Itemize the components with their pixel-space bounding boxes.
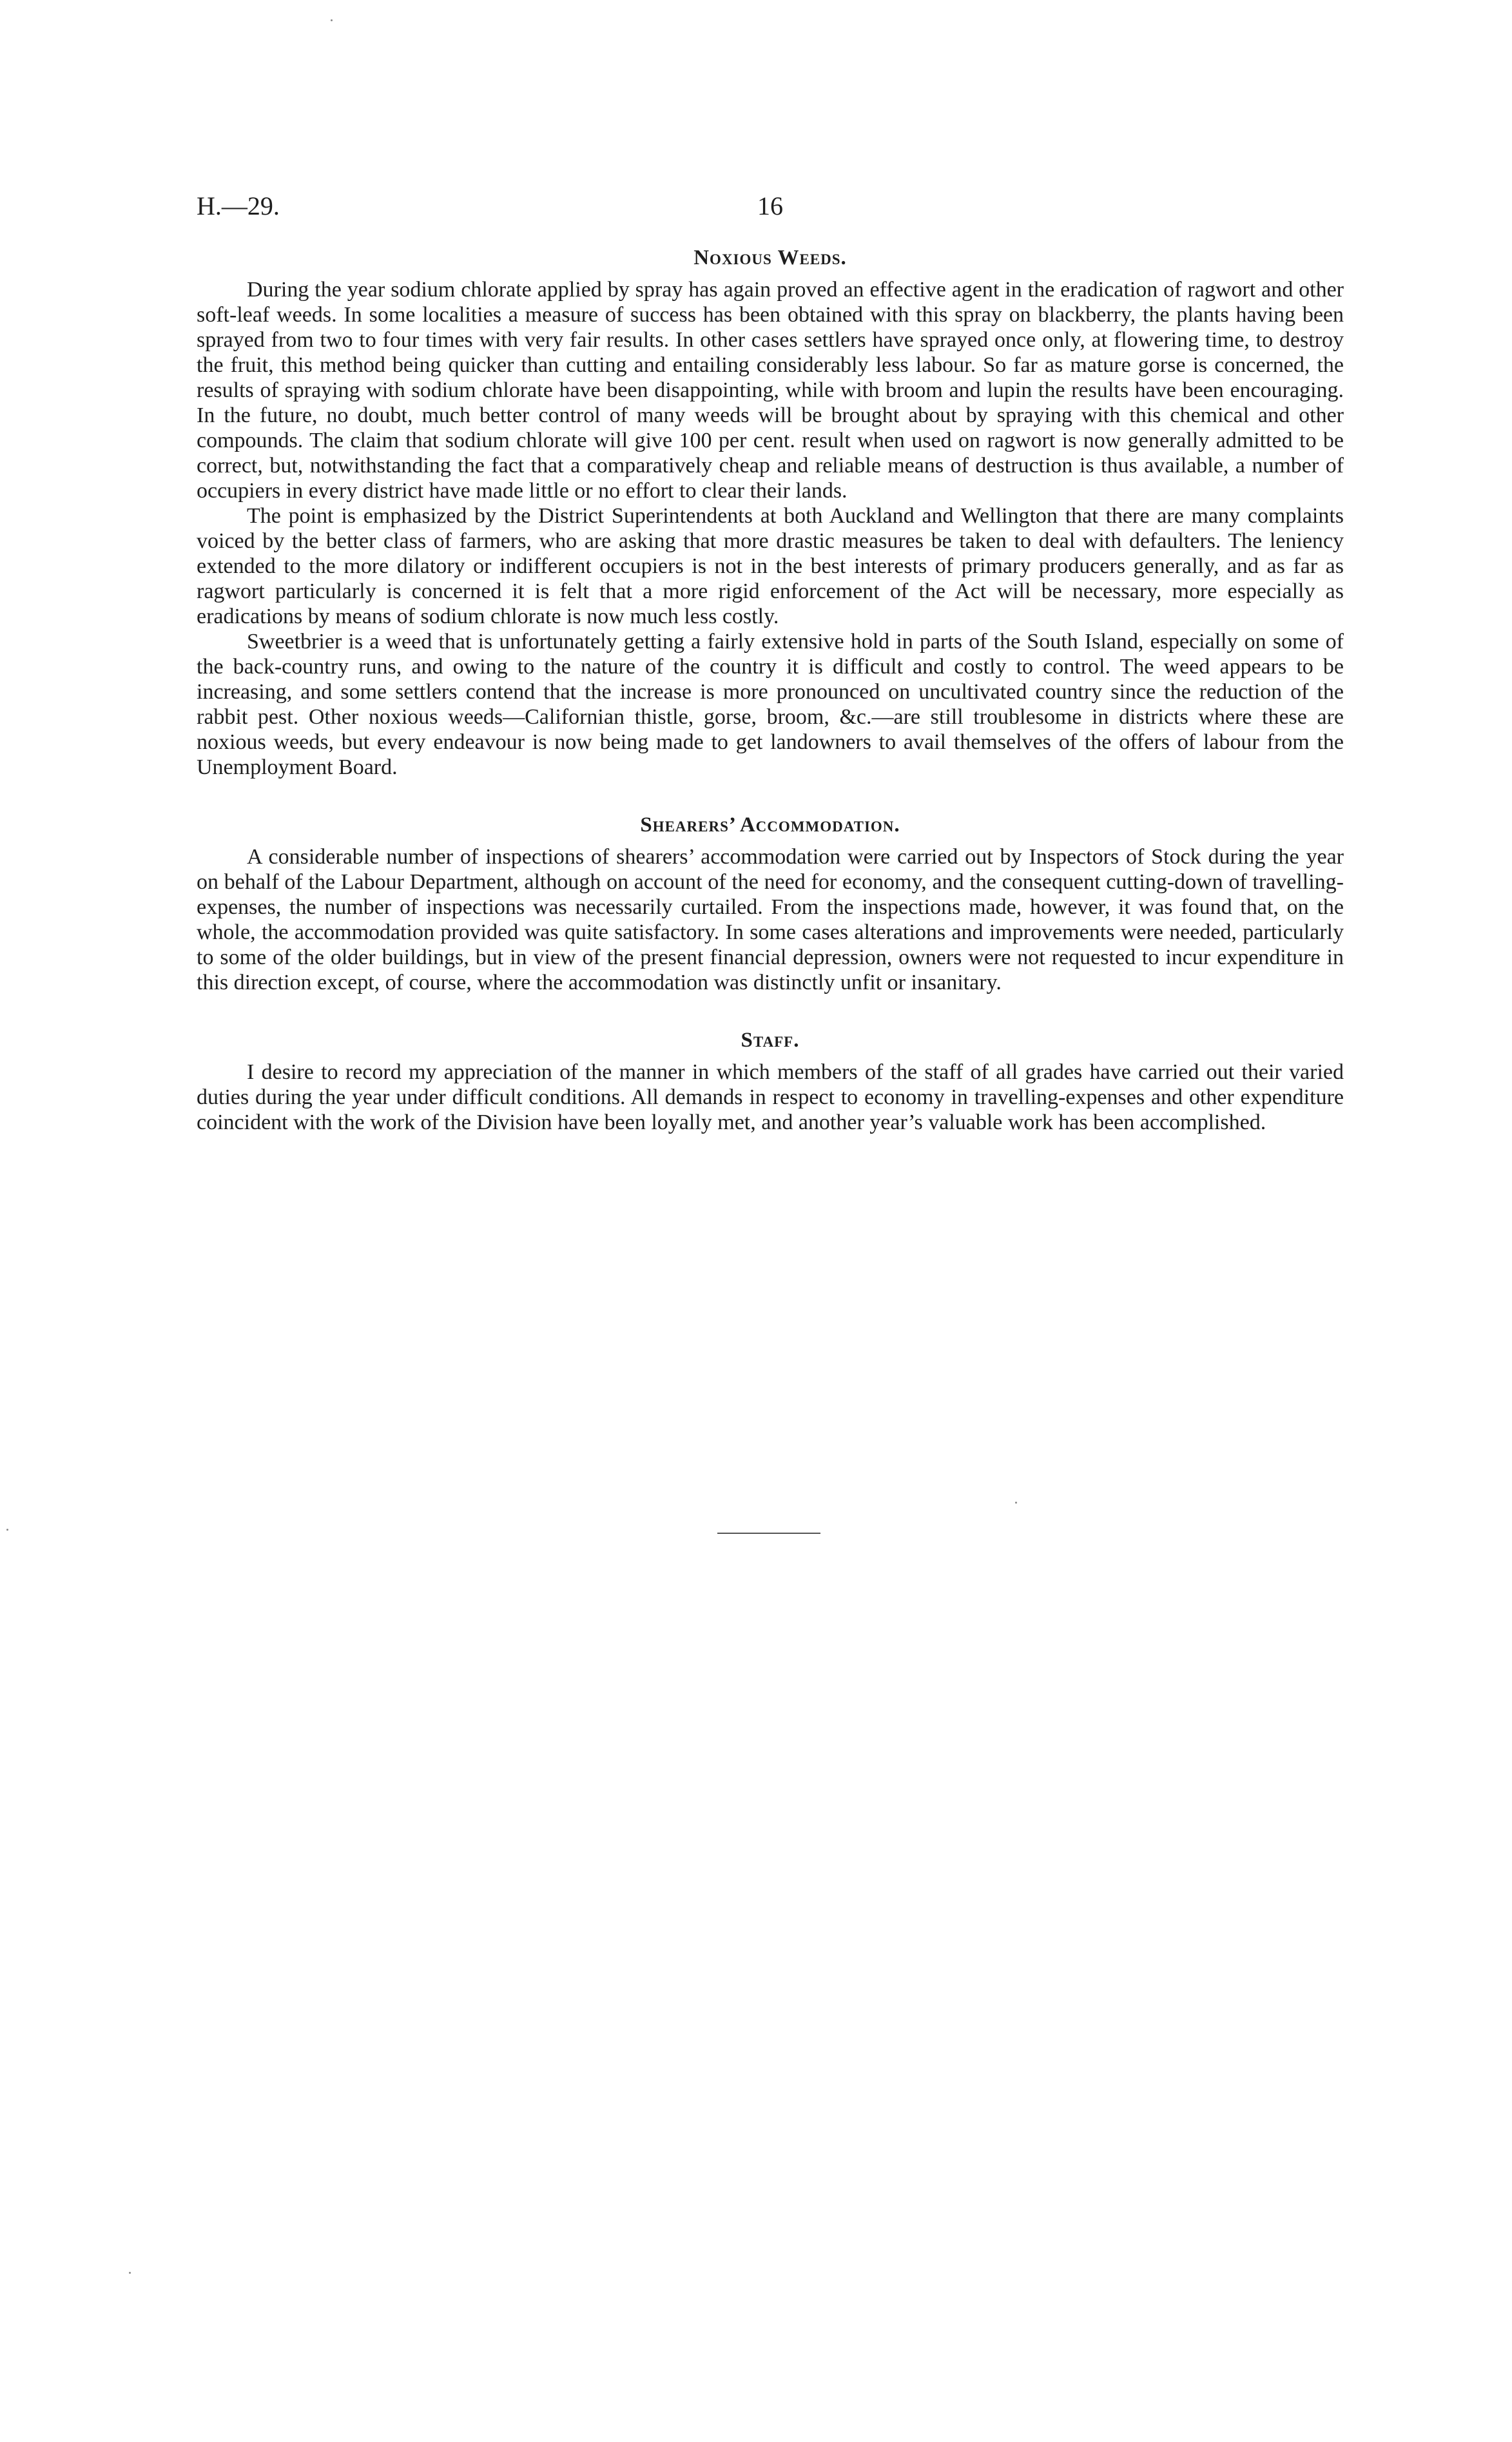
end-rule [717, 1533, 820, 1534]
paragraph: I desire to record my appreciation of the manner in which members of the staff of all grades have carried out their varied duties during the year under difficult conditions. All demands in respect to economy in travelling-expenses and other expenditure coincident with the work of the Division have been loyally met, and another year’s valuable work has been accomplished. [197, 1060, 1344, 1134]
scan-speck [129, 2272, 131, 2274]
scan-speck [1015, 1502, 1017, 1504]
paragraph: A considerable number of inspections of shearers’ accommodation were carried out by Inspectors of Stock during the year on behalf of the Labour Department, although on account of the need for economy, and the consequent cutting-down of travelling-expenses, the number of inspections was necessarily curtailed. From the inspections made, however, it was found that, on the whole, the accommodation provided was quite satisfactory. In some cases alterations and improvements were needed, particularly to some of the older buildings, but in view of the present financial depression, owners were not requested to incur expenditure in this direction except, of course, where the accommodation was distinctly unfit or insanitary. [197, 845, 1344, 994]
body-text [197, 245, 1344, 1135]
section-staff [197, 1027, 1344, 1135]
page-number: 16 [757, 191, 783, 220]
paragraph: During the year sodium chlorate applied by spray has again proved an effective agent in the eradication of ragwort and other soft-leaf weeds. In some localities a measure of success has been obtained with this spray on blackberry, the plants having been sprayed from two to four times with very fair results. In other cases settlers have sprayed once only, at flowering time, to destroy the fruit, this method being quicker than cutting and entailing considerably less labour. So far as mature gorse is concerned, the results of spraying with sodium chlorate have been disappointing, while with broom and lupin the results have been encouraging. In the future, no doubt, much better control of many weeds will be brought about by spraying with this chemical and other compounds. The claim that sodium chlorate will give 100 per cent. result when used on ragwort is now generally admitted to be correct, but, notwithstanding the fact that a comparatively cheap and reliable means of destruction is thus available, a number of occupiers in every district have made little or no effort to clear their lands. [197, 278, 1344, 503]
section-noxious-weeds [197, 245, 1344, 780]
document-reference: H.—29. [197, 191, 280, 220]
scan-speck [331, 19, 333, 21]
section-heading: Shearers’ Accommodation. [640, 813, 900, 837]
running-header [197, 187, 1344, 226]
paragraph: The point is emphasized by the District Superintendents at both Auckland and Wellington that there are many complaints voiced by the better class of farmers, who are asking that more drastic measures be taken to deal with defaulters. The leniency extended to the more dilatory or indifferent occupiers is not in the best interests of primary producers generally, and as far as ragwort particularly is concerned it is felt that a more rigid enforcement of the Act will be necessary, more especially as eradications by means of sodium chlorate is now much less costly. [197, 504, 1344, 628]
scan-speck [6, 1529, 8, 1531]
section-heading: Noxious Weeds. [693, 246, 847, 269]
section-heading: Staff. [741, 1029, 800, 1052]
section-shearers-accommodation [197, 812, 1344, 995]
paragraph: Sweetbrier is a weed that is unfortunately getting a fairly extensive hold in parts of the South Island, especially on some of the back-country runs, and owing to the nature of the country it is difficult and costly to control. The weed appears to be increasing, and some settlers contend that the increase is more pronounced on uncultivated country since the reduction of the rabbit pest. Other noxious weeds—Californian thistle, gorse, broom, &c.—are still troublesome in districts where these are noxious weeds, but every endeavour is now being made to get landowners to avail themselves of the offers of labour from the Unemployment Board. [197, 630, 1344, 779]
